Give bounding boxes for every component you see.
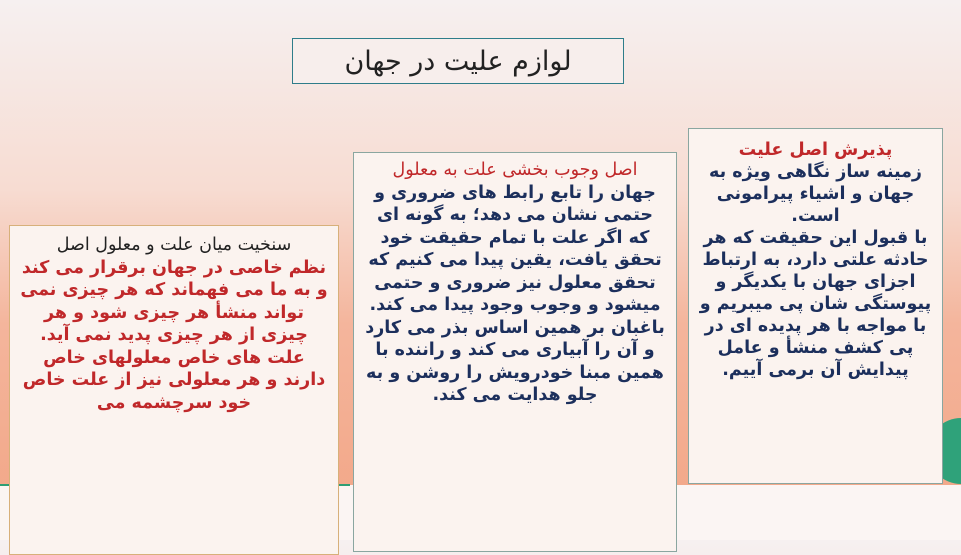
right-textbox xyxy=(688,128,943,484)
right-body-2: با قبول این حقیقت که هر حادثه علتی دارد، به ارتباط اجزای جهان با یکدیگر و پیوستگی شان پی میبریم و با مواجه با هر پدیده ای در پی کشف منشأ و عامل پیدایش آن برمی آییم. xyxy=(699,228,932,380)
middle-textbox xyxy=(353,152,677,552)
middle-example: باغبان بر همین اساس بذر می کارد و آن را آبیاری می کند و راننده با همین مبنا خودرویش را روشن و به جلو هدایت می کند. xyxy=(365,317,665,405)
left-body: نظم خاصی در جهان برقرار می کند و به ما می فهماند که هر چیزی نمی تواند منشأ هر چیزی شود و هر چیزی از هر چیزی پدید نمی آید. علت های خاص معلولهای خاص دارند و هر معلولی نیز از علت خاص خود سرچشمه می xyxy=(20,257,328,413)
left-heading: سنخیت میان علت و معلول اصل xyxy=(56,235,292,255)
right-body: زمینه ساز نگاهی ویژه به جهان و اشیاء پیرامونی است. xyxy=(708,162,923,226)
left-textbox xyxy=(9,225,339,555)
middle-body: جهان را تابع رابط های ضروری و حتمی نشان می دهد؛ به گونه ای که اگر علت با تمام حقیقت خود تحقق یافت، یقین پیدا می کنیم که تحقق معلول نیز ضروری و حتمی میشود و وجوب وجود پیدا می کند. xyxy=(368,182,662,315)
right-heading: پذیرش اصل علیت xyxy=(738,140,893,160)
middle-heading: اصل وجوب بخشی علت به معلول xyxy=(392,160,638,180)
slide-title: لوازم علیت در جهان xyxy=(292,38,624,84)
